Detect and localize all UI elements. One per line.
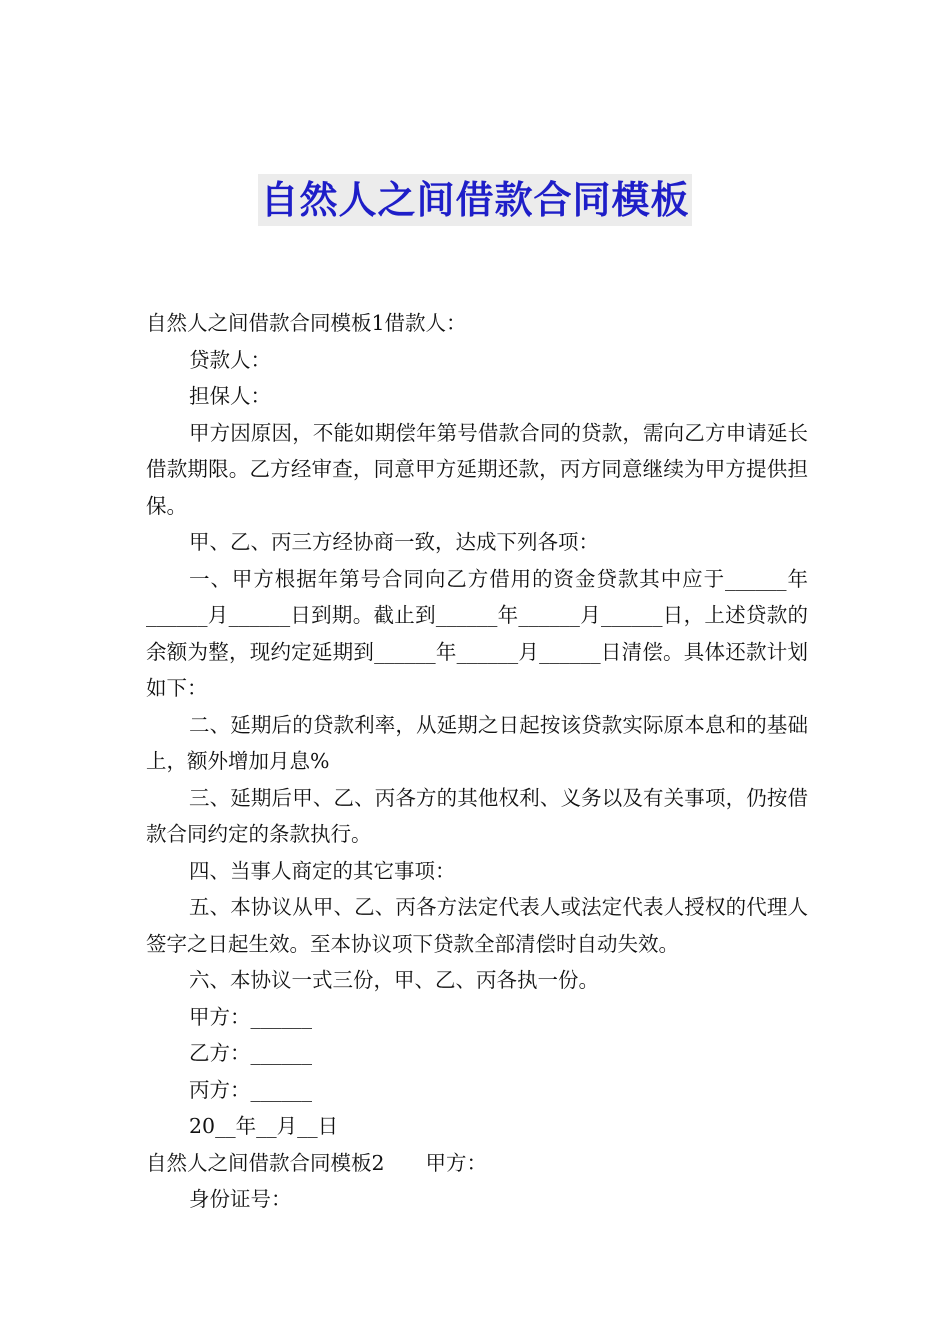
paragraph-reason: 甲方因原因，不能如期偿年第号借款合同的贷款，需向乙方申请延长借款期限。乙方经审查，同意甲方延期还款，丙方同意继续为甲方提供担保。 [146, 420, 808, 518]
signature-party-c: 丙方：______ [189, 1077, 312, 1102]
paragraph-clause-2: 二、延期后的贷款利率，从延期之日起按该贷款实际原本息和的基础上，额外增加月息% [146, 712, 808, 773]
paragraph-heading-2: 自然人之间借款合同模板2 甲方： [146, 1150, 488, 1175]
paragraph-clause-4: 四、当事人商定的其它事项： [189, 858, 456, 883]
paragraph-guarantor: 担保人： [189, 384, 271, 408]
paragraph-id-number: 身份证号： [189, 1187, 292, 1211]
signature-party-a: 甲方：______ [189, 1004, 312, 1029]
paragraph-heading-1: 自然人之间借款合同模板1借款人： [146, 311, 467, 335]
paragraph-clause-6: 六、本协议一式三份，甲、乙、丙各执一份。 [189, 968, 599, 992]
paragraph-clause-5: 五、本协议从甲、乙、丙各方法定代表人或法定代表人授权的代理人签字之日起生效。至本协议项下贷款全部清偿时自动失效。 [146, 895, 808, 956]
paragraph-agreement-intro: 甲、乙、丙三方经协商一致，达成下列各项： [189, 530, 599, 554]
document-title: 自然人之间借款合同模板 [258, 174, 691, 226]
document-body [146, 305, 808, 1218]
paragraph-clause-1: 一、甲方根据年第号合同向乙方借用的资金贷款其中应于______年______月______日到期。截止到______年______月______日，上述贷款的余额为整，现约定延期到______年______月______日清偿。具体还款计划如下： [146, 566, 808, 700]
title-container [0, 174, 950, 226]
signature-date: 20__年__月__日 [189, 1114, 339, 1138]
paragraph-clause-3: 三、延期后甲、乙、丙各方的其他权利、义务以及有关事项，仍按借款合同约定的条款执行。 [146, 785, 808, 846]
signature-party-b: 乙方：______ [189, 1041, 312, 1065]
paragraph-lender: 贷款人： [189, 347, 271, 372]
